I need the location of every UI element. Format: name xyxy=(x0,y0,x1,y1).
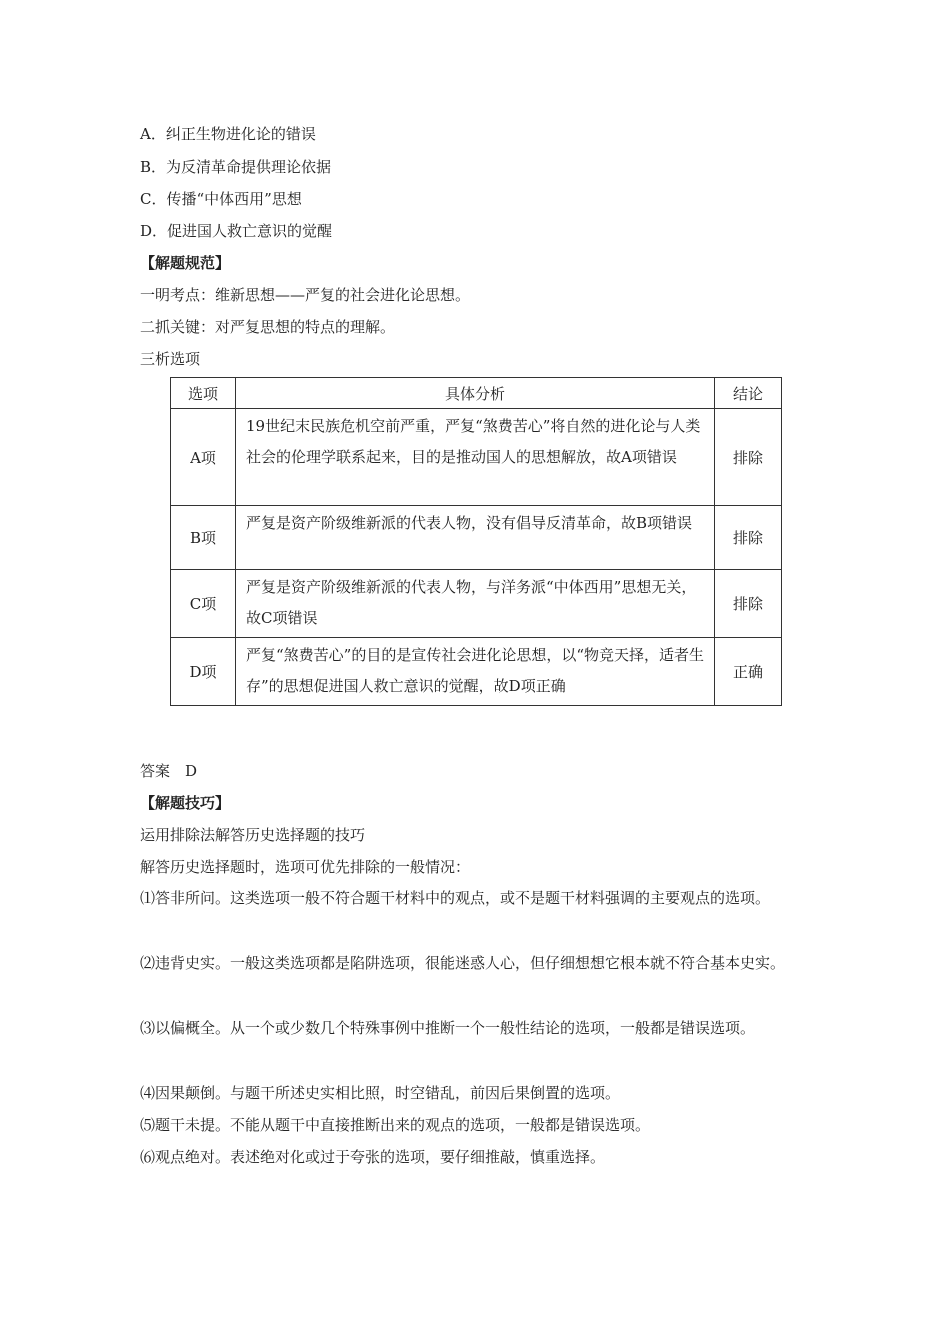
tip-item: ⑶以偏概全。从一个或少数几个特殊事例中推断一个一般性结论的选项，一般都是错误选项。 xyxy=(140,1019,756,1037)
row-option: B项 xyxy=(171,506,236,570)
row-analysis: 严复是资产阶级维新派的代表人物，与洋务派“中体西用”思想无关，故C项错误 xyxy=(236,570,715,638)
table-row xyxy=(171,638,782,706)
tips-title: 运用排除法解答历史选择题的技巧 xyxy=(140,826,366,844)
table-row xyxy=(171,570,782,638)
tips-intro: 解答历史选择题时，选项可优先排除的一般情况： xyxy=(140,858,471,876)
tip-item: ⑴答非所问。这类选项一般不符合题干材料中的观点，或不是题干材料强调的主要观点的选项。 xyxy=(140,889,771,907)
header-result: 结论 xyxy=(715,378,782,409)
step-1-key-point: 一明考点：维新思想——严复的社会进化论思想。 xyxy=(140,286,471,304)
row-analysis: 严复“煞费苦心”的目的是宣传社会进化论思想，以“物竞天择，适者生存”的思想促进国人救亡意识的觉醒，故D项正确 xyxy=(236,638,715,706)
option-a: A．纠正生物进化论的错误 xyxy=(140,125,316,143)
solution-heading: 【解题规范】 xyxy=(140,254,231,272)
table-row xyxy=(171,506,782,570)
tip-item: ⑵违背史实。一般这类选项都是陷阱选项，很能迷惑人心，但仔细想想它根本就不符合基本史实。 xyxy=(140,954,786,972)
option-c: C．传播“中体西用”思想 xyxy=(140,190,302,208)
row-option: D项 xyxy=(171,638,236,706)
analysis-table xyxy=(170,377,782,706)
row-result: 排除 xyxy=(715,409,782,506)
header-analysis: 具体分析 xyxy=(236,378,715,409)
row-result: 排除 xyxy=(715,570,782,638)
option-d: D．促进国人救亡意识的觉醒 xyxy=(140,222,333,240)
row-analysis: 19世纪末民族危机空前严重，严复“煞费苦心”将自然的进化论与人类社会的伦理学联系起来，目的是推动国人的思想解放，故A项错误 xyxy=(236,409,715,506)
table-row xyxy=(171,409,782,506)
step-2-key: 二抓关键：对严复思想的特点的理解。 xyxy=(140,318,396,336)
row-option: A项 xyxy=(171,409,236,506)
tip-item: ⑸题干未提。不能从题干中直接推断出来的观点的选项，一般都是错误选项。 xyxy=(140,1116,651,1134)
row-result: 正确 xyxy=(715,638,782,706)
tip-item: ⑹观点绝对。表述绝对化或过于夸张的选项，要仔细推敲，慎重选择。 xyxy=(140,1148,606,1166)
header-option: 选项 xyxy=(171,378,236,409)
row-option: C项 xyxy=(171,570,236,638)
table-header-row xyxy=(171,378,782,409)
row-result: 排除 xyxy=(715,506,782,570)
step-3-analyze-options: 三析选项 xyxy=(140,350,201,368)
tips-heading: 【解题技巧】 xyxy=(140,794,231,812)
tip-item: ⑷因果颠倒。与题干所述史实相比照，时空错乱，前因后果倒置的选项。 xyxy=(140,1084,621,1102)
option-b: B．为反清革命提供理论依据 xyxy=(140,158,332,176)
row-analysis: 严复是资产阶级维新派的代表人物，没有倡导反清革命，故B项错误 xyxy=(236,506,715,570)
answer: 答案 D xyxy=(140,762,198,780)
